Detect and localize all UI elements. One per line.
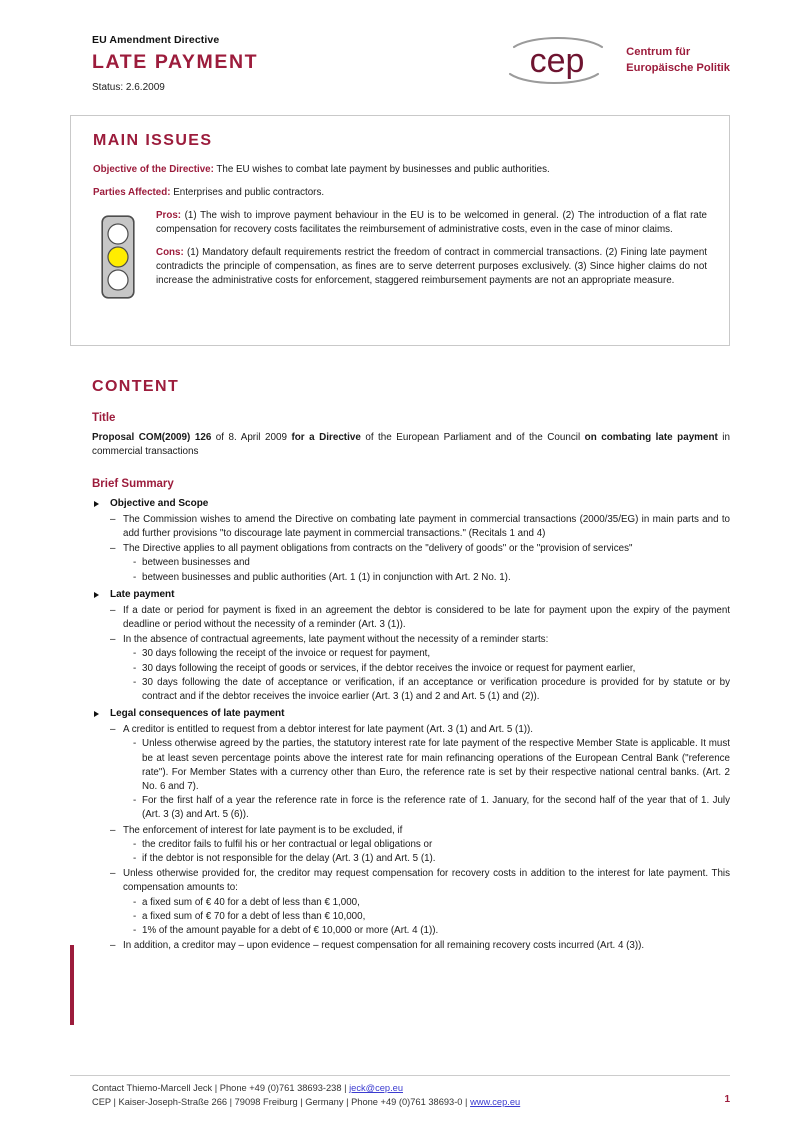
summary-sublist [123,737,730,822]
list-item-text: Unless otherwise provided for, the creditor may request compensation for recovery costs in addition to the interest for late payment. This compensation amounts to: [123,868,730,894]
parties-label: Parties Affected: [93,186,171,198]
dash-bullet-icon: – [110,604,116,616]
list-item-text: The enforcement of interest for late payment is to be excluded, if [123,824,403,836]
footer-address-text: CEP | Kaiser-Joseph-Straße 266 | 79098 Freiburg | Germany | Phone +49 (0)761 38693-0 | [92,1096,471,1107]
pros-label: Pros: [156,209,182,221]
sublist-item [133,838,730,852]
sublist-item [133,571,730,585]
sublist-item [133,896,730,910]
document-kicker: EU Amendment Directive [92,34,220,46]
sublist-item-text: 30 days following the receipt of goods or services, if the debtor receives the invoice or request for payment earlier, [142,662,636,674]
list-item-text: The Directive applies to all payment obligations from contracts on the "delivery of goods" or the "provision of services" [123,543,633,555]
objective-line [93,163,707,177]
summary-sublist [123,896,730,939]
hyphen-bullet-icon: - [133,795,137,807]
parties-line [93,186,707,200]
summary-group-heading [92,707,730,721]
summary-list [92,723,730,953]
proposal-title: Proposal COM(2009) 126 of 8. April 2009 for a Directive of the European Parliament and of the Council on combating late payment in commercial transactions [92,432,730,458]
list-item [110,723,730,822]
pros-paragraph [156,209,707,237]
cep-logo-icon [502,34,612,86]
dash-bullet-icon: – [110,724,116,736]
traffic-light-icon [101,215,135,299]
summary-group-label: Late payment [110,588,175,600]
cep-tagline-line2: Europäische Politik [626,62,730,74]
sublist-item-text: between businesses and public authorities (Art. 1 (1) in conjunction with Art. 2 No. 1). [142,571,511,583]
sublist-item-text: For the first half of a year the reference rate in force is the reference rate of 1. January, for the second half of the year that of 1. July (Art. 3 (3) and Art. 5 (6)). [142,795,730,821]
list-item-text: The Commission wishes to amend the Directive on combating late payment in commercial transactions (2000/35/EG) in main parts and to add further provisions "to discourage late payment in commercial transactions." (Recitals 1 and 4) [123,513,730,539]
summary-group-heading [92,497,730,511]
left-accent-bar [70,945,74,1025]
sublist-item [133,676,730,704]
header-logo-block [502,34,730,86]
hyphen-bullet-icon: - [133,838,137,850]
hyphen-bullet-icon: - [133,662,137,674]
dash-bullet-icon: – [110,634,116,646]
sublist-item [133,556,730,570]
sublist-item [133,737,730,794]
cons-block [156,246,707,288]
sublist-item-text: Unless otherwise agreed by the parties, the statutory interest rate for late payment of the respective Member State is applicable. It must be at least seven percentage points above the interest rate for main refinancing operations of the European Central Bank ("reference rate"). For Member States with a currency other than Euro, the reference rate is set by their respective national central banks. (Art. 2 No. 6 and 7). [142,738,730,792]
summary-sublist [123,647,730,704]
list-item [110,513,730,541]
footer-inner [70,1082,730,1110]
sublist-item-text: 30 days following the date of acceptance or verification, if an acceptance or verification procedure is provided for by statute or by contract and if the debtor receives the invoice earlier (Art. 3 (1) and 2 and Art. 5 (1) and (2)). [142,676,730,702]
cep-tagline [626,44,730,76]
list-item-text: If a date or period for payment is fixed in an agreement the debtor is considered to be late for payment upon the expiry of the payment deadline or period without the necessity of a reminder (Art. 3 (1)). [123,604,730,630]
sublist-item [133,852,730,866]
triangle-bullet-icon [94,711,99,717]
dash-bullet-icon: – [110,513,116,525]
footer-contact-line [92,1082,730,1096]
hyphen-bullet-icon: - [133,910,137,922]
sublist-item [133,910,730,924]
svg-text:cep: cep [529,42,585,80]
hyphen-bullet-icon: - [133,557,137,569]
list-item [110,542,730,585]
objective-text: The EU wishes to combat late payment by businesses and public authorities. [213,164,550,175]
footer-divider [70,1075,730,1076]
content-inner [70,378,730,953]
pros-block [156,209,707,237]
list-item [110,939,730,953]
summary-sublist [123,838,730,866]
sublist-item [133,662,730,676]
sublist-item-text: a fixed sum of € 70 for a debt of less than € 10,000, [142,910,366,922]
document-header [70,34,730,104]
list-item [110,633,730,704]
footer-contact-text: Contact Thiemo-Marcell Jeck | Phone +49 (0)761 38693-238 | [92,1083,350,1093]
pros-text: (1) The wish to improve payment behaviour in the EU is to be welcomed in general. (2) The introduction of a flat rate compensation for recovery costs facilitates the reimbursement of administrative costs, even in the case of minor claims. [156,209,707,235]
hyphen-bullet-icon: - [133,571,137,583]
sublist-item [133,924,730,938]
content-section [70,378,730,954]
cep-tagline-line1: Centrum für [626,45,691,58]
objective-label: Objective of the Directive: [93,164,214,175]
dash-bullet-icon: – [110,543,116,555]
dash-bullet-icon: – [110,824,116,836]
list-item-text: A creditor is entitled to request from a debtor interest for late payment (Art. 3 (1) and Art. 5 (1)). [123,724,534,736]
triangle-bullet-icon [94,501,99,507]
sublist-item-text: the creditor fails to fulfil his or her contractual or legal obligations or [142,838,433,850]
list-item [110,824,730,867]
summary-group-label: Legal consequences of late payment [110,708,285,720]
hyphen-bullet-icon: - [133,738,137,750]
sublist-item-text: 30 days following the receipt of the invoice or request for payment, [142,648,431,660]
document-status: Status: 2.6.2009 [92,81,165,93]
brief-summary-subheading: Brief Summary [92,477,174,490]
list-item [110,867,730,938]
hyphen-bullet-icon: - [133,648,137,660]
list-item-text: In the absence of contractual agreements, late payment without the necessity of a reminder starts: [123,634,549,646]
cons-label: Cons: [156,247,184,258]
sublist-item-text: a fixed sum of € 40 for a debt of less than € 1,000, [142,896,360,908]
title-subheading: Title [92,412,116,424]
summary-group-label: Objective and Scope [110,497,209,509]
summary-group [92,588,730,704]
content-heading: CONTENT [92,378,180,395]
summary-group-heading [92,588,730,602]
sublist-item-text: 1% of the amount payable for a debt of € 10,000 or more (Art. 4 (1)). [142,925,439,936]
document-footer [70,1075,730,1110]
sublist-item-text: between businesses and [142,557,250,569]
footer-website-link[interactable]: www.cep.eu [470,1096,521,1107]
cons-text: (1) Mandatory default requirements restrict the freedom of contract in commercial transactions. (2) Fining late payment contradicts the principle of compensation, as fines are to serve deterrent purposes exclusively. (3) Since higher claims do not increase the administrative costs for enforcement, staggered reimbursement payments are not an appropriate measure. [156,247,707,287]
sublist-item [133,647,730,661]
parties-text: Enterprises and public contractors. [170,186,325,198]
hyphen-bullet-icon: - [133,925,137,936]
footer-address-line [92,1096,730,1110]
hyphen-bullet-icon: - [133,676,137,688]
hyphen-bullet-icon: - [133,852,137,864]
main-issues-heading: MAIN ISSUES [93,132,213,149]
header-title-block [92,34,258,93]
summary-groups [92,497,730,954]
dash-bullet-icon: – [110,868,116,880]
list-item [110,604,730,632]
list-item-text: In addition, a creditor may – upon evidence – request compensation for all remaining recovery costs incurred (Art. 4 (3)). [123,940,645,952]
main-issues-box [70,115,730,346]
pros-cons-section [93,209,707,327]
dash-bullet-icon: – [110,940,116,952]
summary-group [92,497,730,585]
sublist-item-text: if the debtor is not responsible for the delay (Art. 3 (1) and Art. 5 (1). [142,852,436,864]
summary-list [92,513,730,585]
page-number: 1 [724,1094,730,1105]
sublist-item [133,794,730,822]
summary-list [92,604,730,704]
cons-paragraph [156,246,707,288]
hyphen-bullet-icon: - [133,896,137,908]
summary-sublist [123,556,730,584]
page-title: LATE PAYMENT [92,51,259,73]
summary-group [92,707,730,953]
triangle-bullet-icon [94,592,99,598]
footer-email-link[interactable]: jeck@cep.eu [349,1083,403,1093]
